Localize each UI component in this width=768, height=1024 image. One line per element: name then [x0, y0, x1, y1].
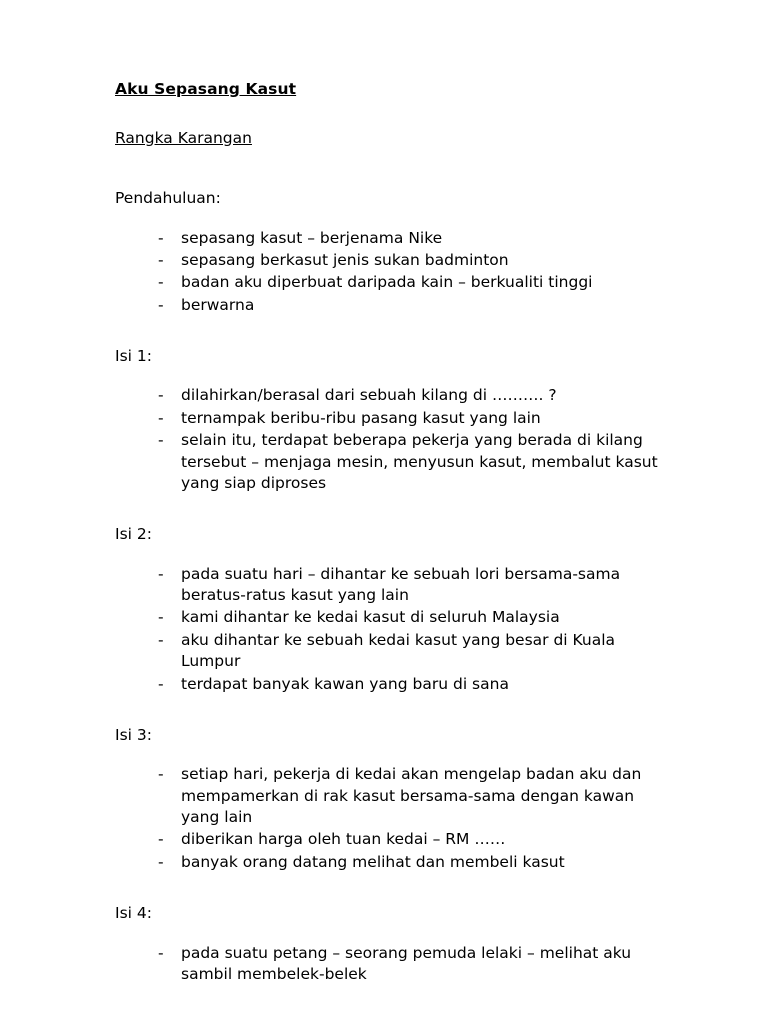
dash-bullet-icon: -	[158, 630, 164, 649]
list-item	[158, 250, 672, 271]
section-heading: Isi 1:	[115, 347, 152, 366]
list-item-text: sepasang berkasut jenis sukan badminton	[181, 250, 509, 269]
list-item-text: kami dihantar ke kedai kasut di seluruh Malaysia	[181, 608, 560, 627]
sections-container	[115, 189, 672, 985]
list-item-text: terdapat banyak kawan yang baru di sana	[181, 674, 509, 693]
list-item	[158, 764, 672, 828]
list-item	[158, 852, 672, 873]
dash-bullet-icon: -	[158, 273, 164, 292]
dash-bullet-icon: -	[158, 386, 164, 405]
dash-bullet-icon: -	[158, 830, 164, 849]
dash-bullet-icon: -	[158, 250, 164, 269]
list-item-text: pada suatu hari – dihantar ke sebuah lori bersama-sama beratus-ratus kasut yang lain	[181, 564, 621, 605]
list-item	[158, 272, 672, 293]
list-item-text: diberikan harga oleh tuan kedai – RM ……	[181, 830, 506, 849]
dash-bullet-icon: -	[158, 228, 164, 247]
list-item	[158, 607, 672, 628]
list-item	[158, 228, 672, 249]
list-item-text: dilahirkan/berasal dari sebuah kilang di ………. ?	[181, 386, 557, 405]
bullet-list	[115, 764, 672, 873]
list-item	[158, 295, 672, 316]
list-item	[158, 385, 672, 406]
list-item-text: sepasang kasut – berjenama Nike	[181, 228, 443, 247]
bullet-list	[115, 385, 672, 494]
dash-bullet-icon: -	[158, 608, 164, 627]
document-section	[115, 189, 672, 316]
section-heading: Isi 4:	[115, 904, 152, 923]
bullet-list	[115, 228, 672, 317]
list-item-text: badan aku diperbuat daripada kain – berkualiti tinggi	[181, 273, 593, 292]
list-item	[158, 564, 672, 607]
document-section	[115, 525, 672, 695]
dash-bullet-icon: -	[158, 943, 164, 962]
dash-bullet-icon: -	[158, 765, 164, 784]
dash-bullet-icon: -	[158, 408, 164, 427]
list-item	[158, 408, 672, 429]
section-heading: Isi 3:	[115, 725, 152, 744]
list-item	[158, 943, 672, 986]
list-item-text: banyak orang datang melihat dan membeli kasut	[181, 852, 565, 871]
bullet-list	[115, 564, 672, 695]
section-heading: Pendahuluan:	[115, 189, 221, 208]
document-section	[115, 347, 672, 494]
list-item-text: setiap hari, pekerja di kedai akan mengelap badan aku dan mempamerkan di rak kasut bersama-sama dengan kawan yang lain	[181, 765, 642, 827]
list-item-text: berwarna	[181, 295, 255, 314]
document-section	[115, 726, 672, 873]
page-title: Aku Sepasang Kasut	[115, 80, 297, 98]
dash-bullet-icon: -	[158, 295, 164, 314]
page-subtitle: Rangka Karangan	[115, 128, 252, 147]
document-section	[115, 904, 672, 985]
list-item-text: ternampak beribu-ribu pasang kasut yang lain	[181, 408, 541, 427]
list-item	[158, 630, 672, 673]
list-item-text: selain itu, terdapat beberapa pekerja yang berada di kilang tersebut – menjaga mesin, menyusun kasut, membalut kasut yang siap diproses	[181, 431, 658, 492]
list-item	[158, 829, 672, 850]
dash-bullet-icon: -	[158, 674, 164, 693]
dash-bullet-icon: -	[158, 431, 164, 450]
section-heading: Isi 2:	[115, 525, 152, 544]
list-item-text: pada suatu petang – seorang pemuda lelaki – melihat aku sambil membelek-belek	[181, 943, 632, 983]
list-item	[158, 430, 672, 494]
bullet-list	[115, 943, 672, 986]
list-item	[158, 674, 672, 695]
list-item-text: aku dihantar ke sebuah kedai kasut yang besar di Kuala Lumpur	[181, 630, 616, 671]
dash-bullet-icon: -	[158, 564, 164, 583]
dash-bullet-icon: -	[158, 852, 164, 871]
